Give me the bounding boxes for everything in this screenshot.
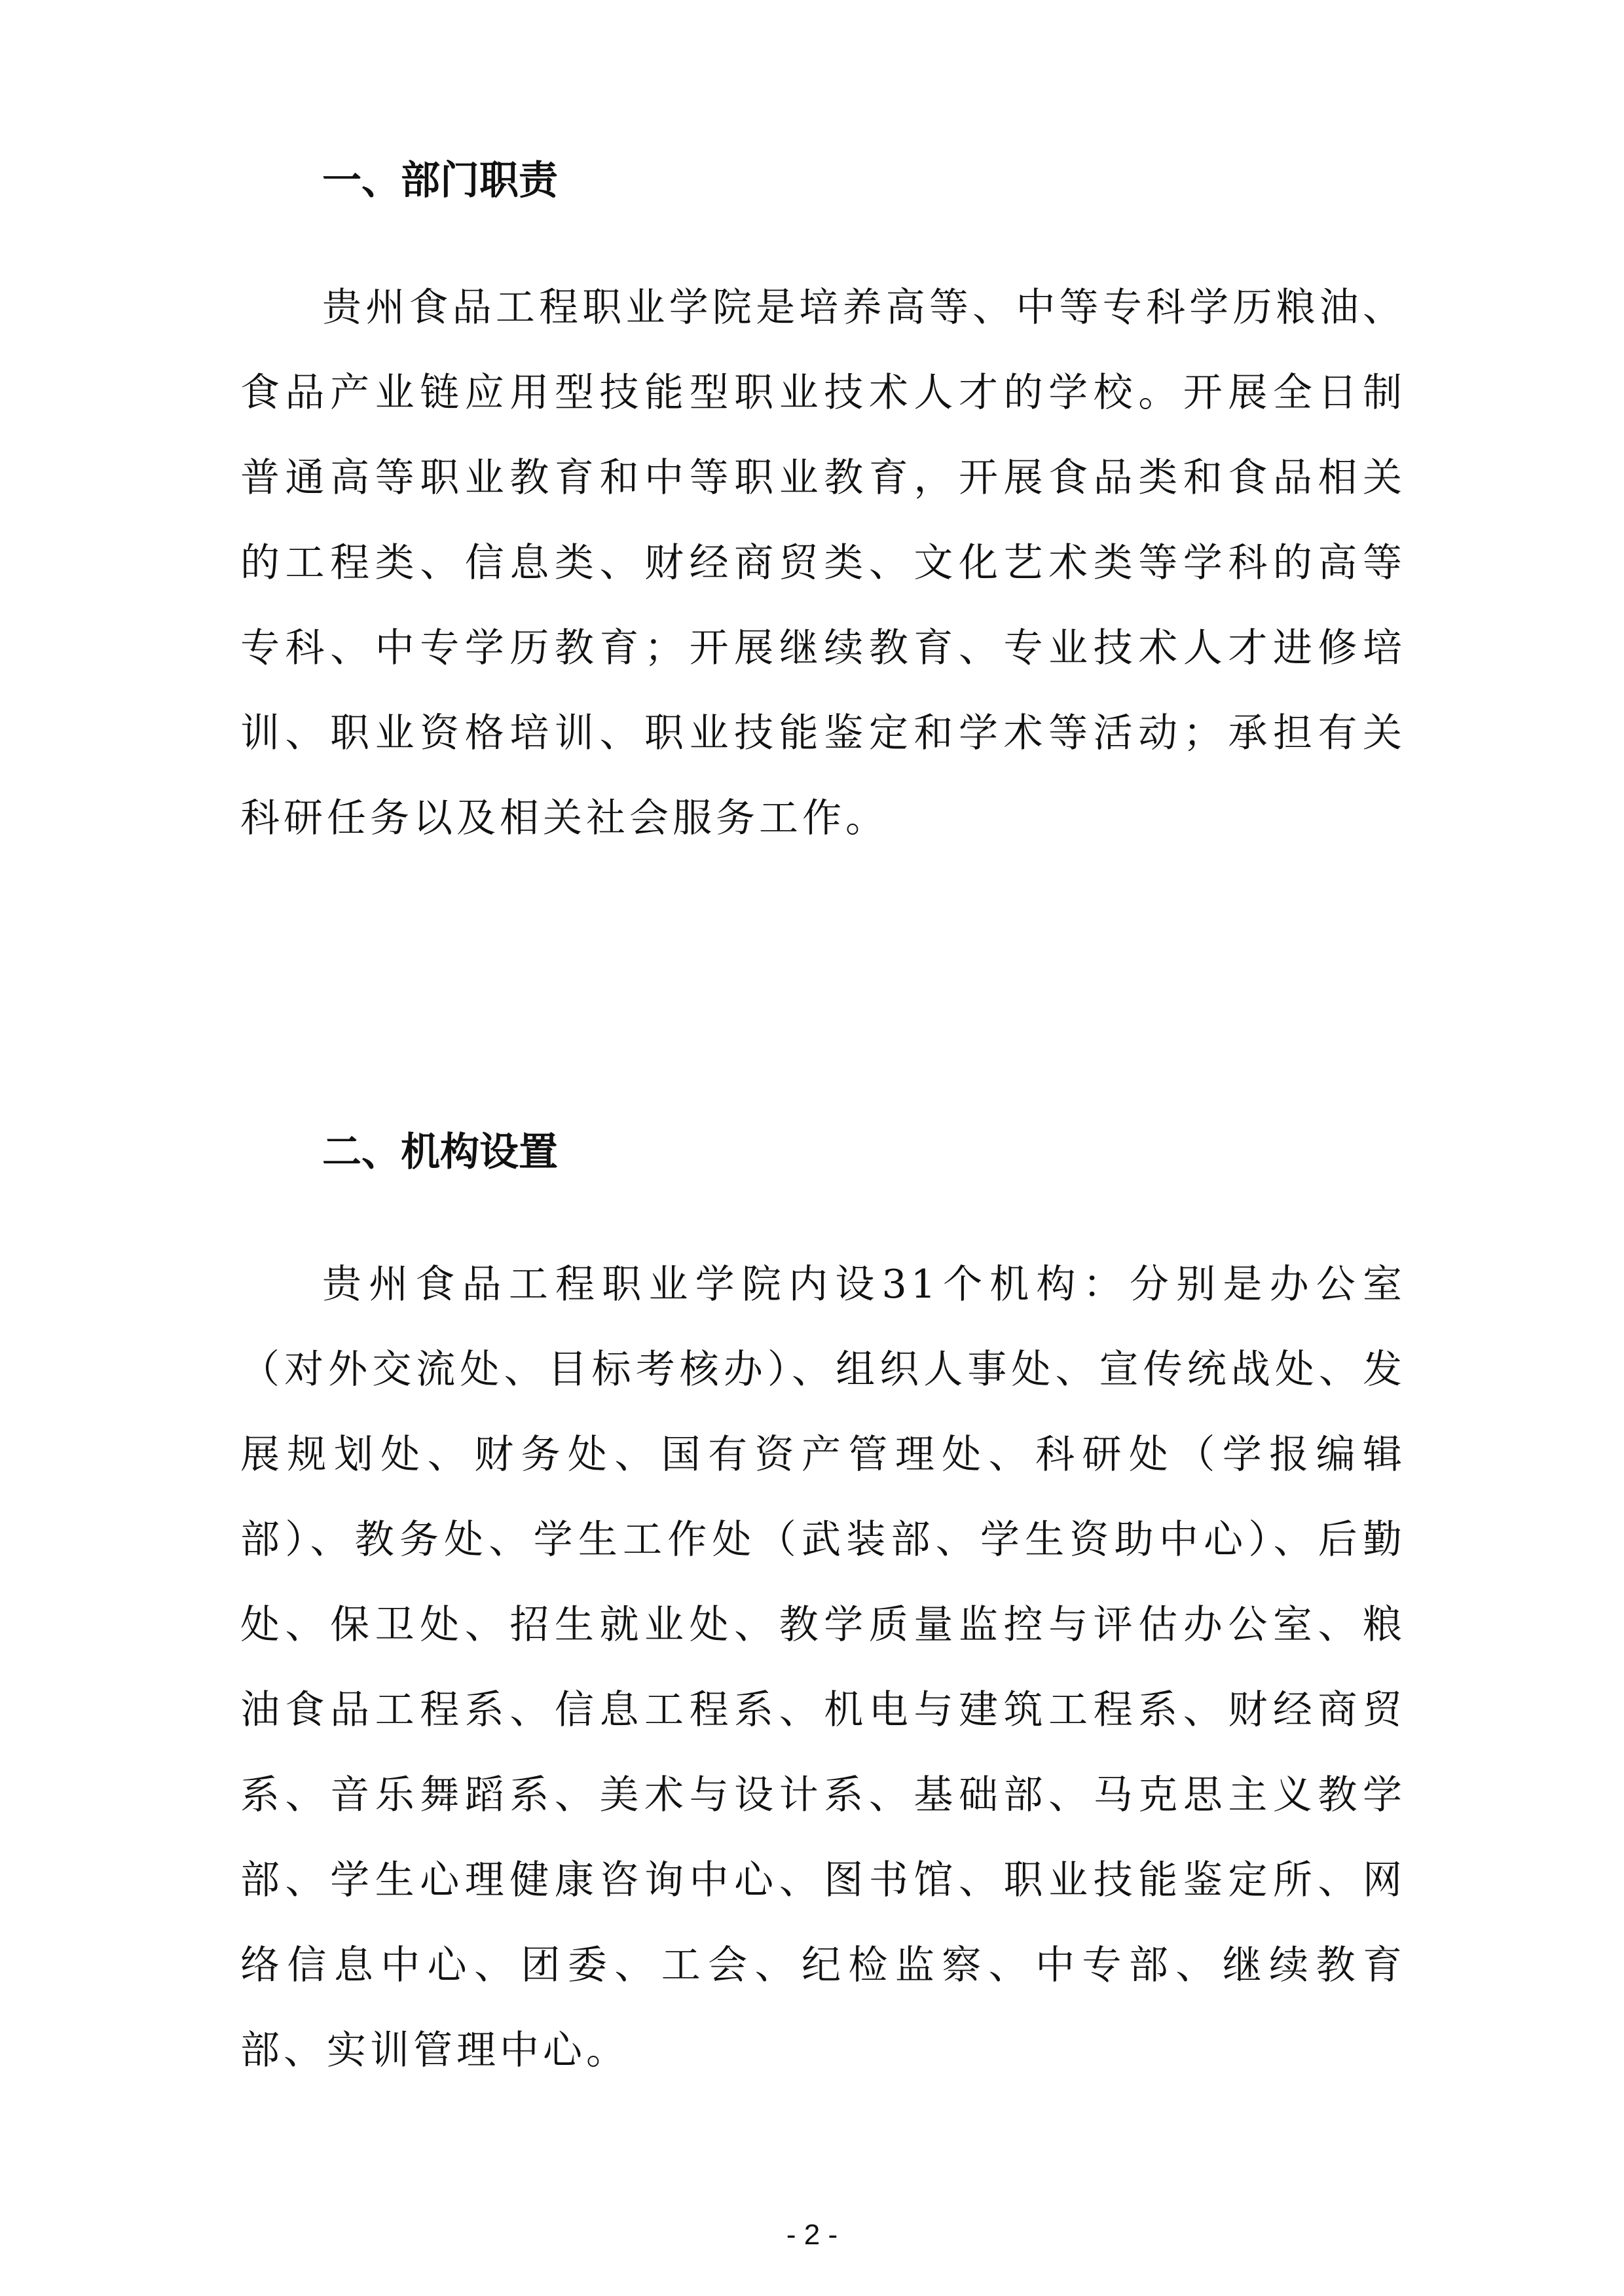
page-number: - 2 - — [786, 2219, 838, 2251]
section-heading-duties: 一、部门职责 — [322, 158, 558, 204]
section-body-duties: 贵州食品工程职业学院是培养高等、中等专科学历粮油、食品产业链应用型技能型职业技术人才的学校。开展全日制普通高等职业教育和中等职业教育，开展食品类和食品相关的工程类、信息类、财经商贸类、文化艺术类等学科的高等专科、中专学历教育；开展继续教育、专业技术人才进修培训、职业资格培训、职业技能鉴定和学术等活动；承担有关科研任务以及相关社会服务工作。 — [240, 285, 1406, 841]
section-body-organization: 贵州食品工程职业学院内设31个机构：分别是办公室（对外交流处、目标考核办）、组织人事处、宣传统战处、发展规划处、财务处、国有资产管理处、科研处（学报编辑部）、教务处、学生工作处（武装部、学生资助中心）、后勤处、保卫处、招生就业处、教学质量监控与评估办公室、粮油食品工程系、信息工程系、机电与建筑工程系、财经商贸系、音乐舞蹈系、美术与设计系、基础部、马克思主义教学部、学生心理健康咨询中心、图书馆、职业技能鉴定所、网络信息中心、团委、工会、纪检监察、中专部、继续教育部、实训管理中心。 — [240, 1262, 1406, 2073]
section-heading-organization: 二、机构设置 — [322, 1129, 558, 1175]
